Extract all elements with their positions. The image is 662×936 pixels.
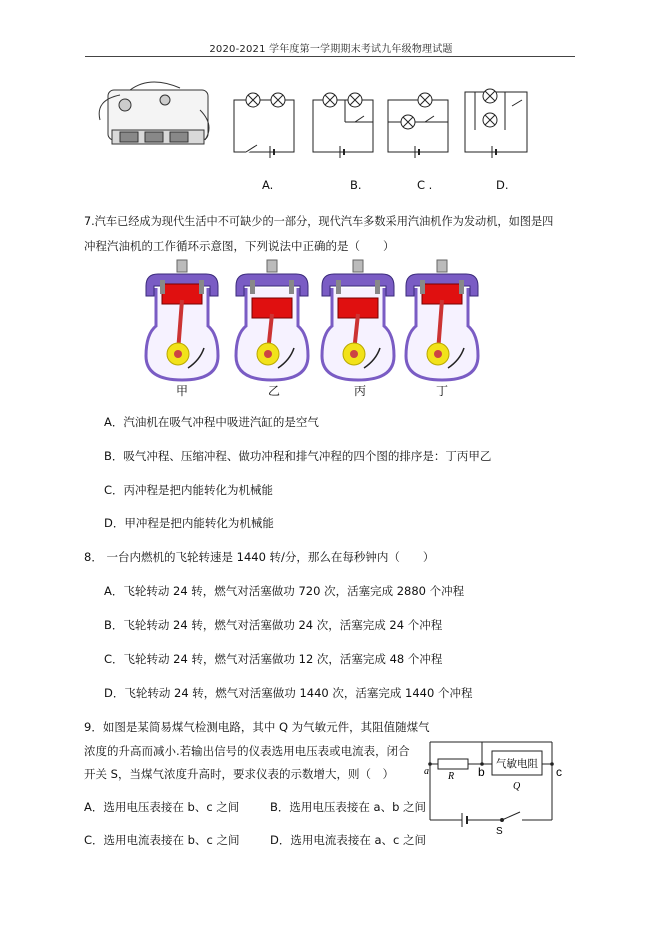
q7-caption-jia: 甲 [175, 384, 188, 398]
q8-option-a: A．飞轮转动 24 转，燃气对活塞做功 720 次，活塞完成 2880 个冲程 [104, 584, 465, 598]
q6-option-d-label: D. [496, 178, 509, 192]
q7-option-b: B．吸气冲程、压缩冲程、做功冲程和排气冲程的四个图的排序是：丁丙甲乙 [104, 449, 492, 463]
q9-option-c: C．选用电流表接在 b、c 之间 [84, 833, 240, 847]
label-b: b [478, 765, 485, 779]
label-r: R [448, 771, 455, 782]
q7-option-c: C．丙冲程是把内能转化为机械能 [104, 483, 274, 497]
q8-option-c: C．飞轮转动 24 转，燃气对活塞做功 12 次，活塞完成 48 个冲程 [104, 652, 443, 666]
q9-stem-line2: 浓度的升高而减小.若输出信号的仪表选用电压表或电流表，闭合 [84, 744, 410, 758]
q9-option-a: A．选用电压表接在 b、c 之间 [84, 800, 240, 814]
q9-stem-line1: 9．如图是某简易煤气检测电路，其中 Q 为气敏元件，其阻值随煤气 [84, 720, 430, 734]
q6-option-c-label: C . [417, 178, 433, 192]
q6-option-a-label: A. [262, 178, 274, 192]
q8-option-b: B．飞轮转动 24 转，燃气对活塞做功 24 次，活塞完成 24 个冲程 [104, 618, 443, 632]
q9-option-d: D．选用电流表接在 a、c 之间 [270, 833, 427, 847]
sensor-text: 气敏电阻 [496, 758, 538, 770]
q8-stem: 8． 一台内燃机的飞轮转速是 1440 转/分，那么在每秒钟内（ ） [84, 550, 435, 564]
q7-stem-line2: 冲程汽油机的工作循环示意图，下列说法中正确的是（ ） [84, 239, 395, 253]
page-header: 2020-2021 学年度第一学期期末考试九年级物理试题 [209, 44, 453, 55]
q9-stem-line3: 开关 S，当煤气浓度升高时，要求仪表的示数增大，则（ ） [84, 767, 394, 781]
q7-caption-bing: 丙 [353, 384, 366, 398]
label-c: c [556, 765, 562, 779]
label-s: S [496, 826, 503, 837]
q7-caption-yi: 乙 [267, 384, 280, 398]
q7-option-d: D．甲冲程是把内能转化为机械能 [104, 516, 274, 530]
q9-option-b: B．选用电压表接在 a、b 之间 [270, 800, 427, 814]
q7-caption-ding: 丁 [435, 384, 448, 398]
q7-option-a: A．汽油机在吸气冲程中吸进汽缸的是空气 [104, 415, 319, 429]
q6-option-b-label: B. [350, 178, 362, 192]
q7-stem-line1: 7.汽车已经成为现代生活中不可缺少的一部分，现代汽车多数采用汽油机作为发动机，如图是四 [84, 215, 554, 228]
q8-option-d: D．飞轮转动 24 转，燃气对活塞做功 1440 次，活塞完成 1440 个冲程 [104, 686, 473, 700]
label-a: a [424, 766, 429, 777]
label-q: Q [513, 781, 521, 792]
